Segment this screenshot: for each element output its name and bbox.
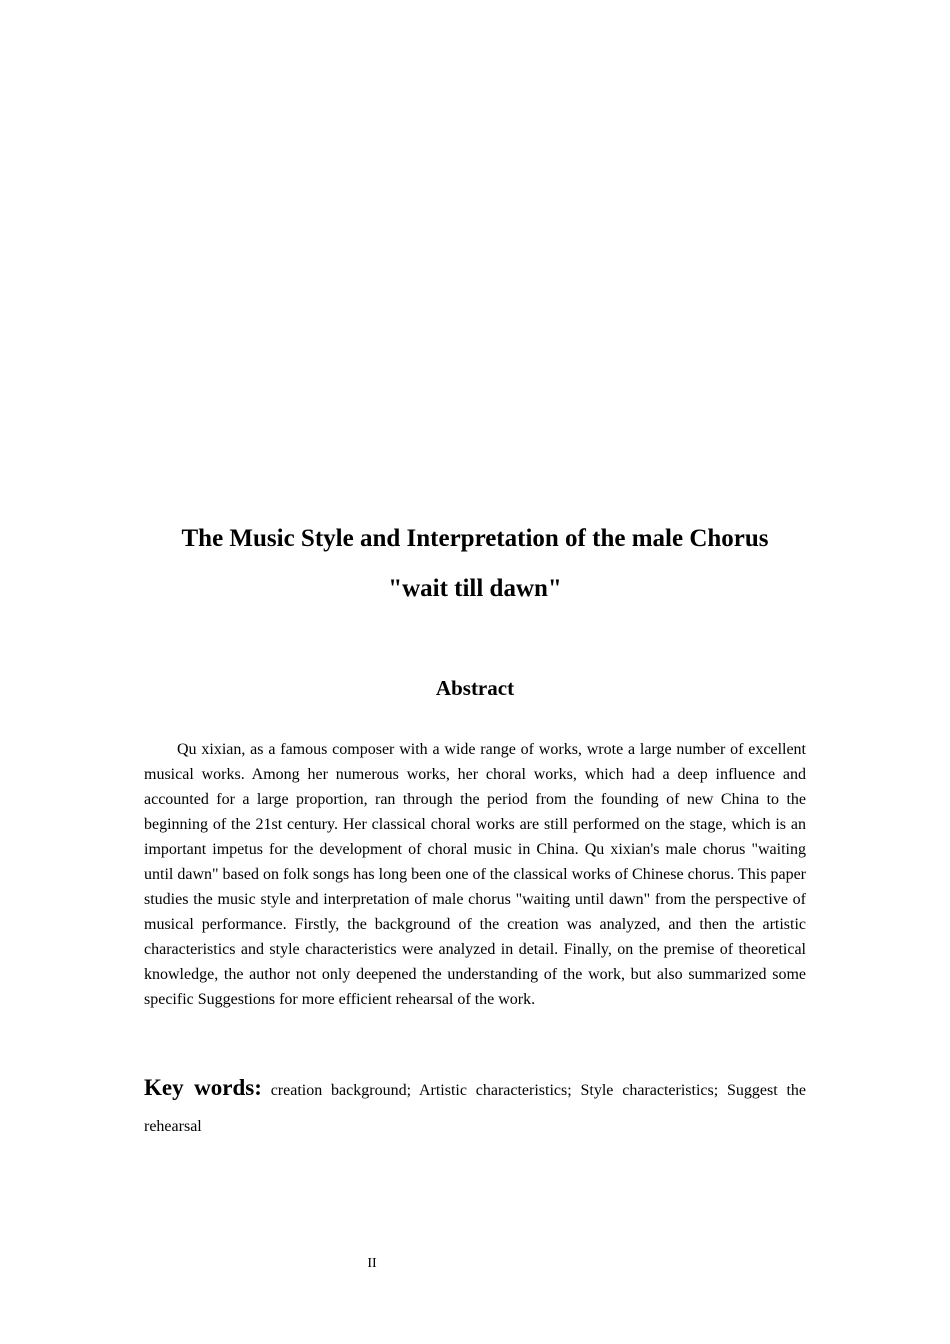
page-number: II (367, 1256, 377, 1271)
keywords-paragraph (144, 1070, 806, 1145)
title-line-1: The Music Style and Interpretation of the male Chorus (181, 525, 769, 552)
keywords-text: creation background; Artistic characteristics; Style characteristics; Suggest the rehearsal (144, 1082, 806, 1135)
abstract-body: Qu xixian, as a famous composer with a wide range of works, wrote a large number of excellent musical works. Among her numerous works, her choral works, which had a deep influence and accounted for a large proportion, ran through the period from the founding of new China to the beginning of the 21st century. Her classical choral works are still performed on the stage, which is an important impetus for the development of choral music in China. Qu xixian's male chorus "waiting until dawn" based on folk songs has long been one of the classical works of Chinese chorus. This paper studies the music style and interpretation of male chorus "waiting until dawn" from the perspective of musical performance. Firstly, the background of the creation was analyzed, and then the artistic characteristics and style characteristics were analyzed in detail. Finally, on the premise of theoretical knowledge, the author not only deepened the understanding of the work, but also summarized some specific Suggestions for more efficient rehearsal of the work. (144, 741, 806, 1008)
abstract-heading: Abstract (435, 676, 515, 700)
title-line-2: "wait till dawn" (388, 575, 562, 602)
keywords-label: Key words: (144, 1075, 262, 1100)
